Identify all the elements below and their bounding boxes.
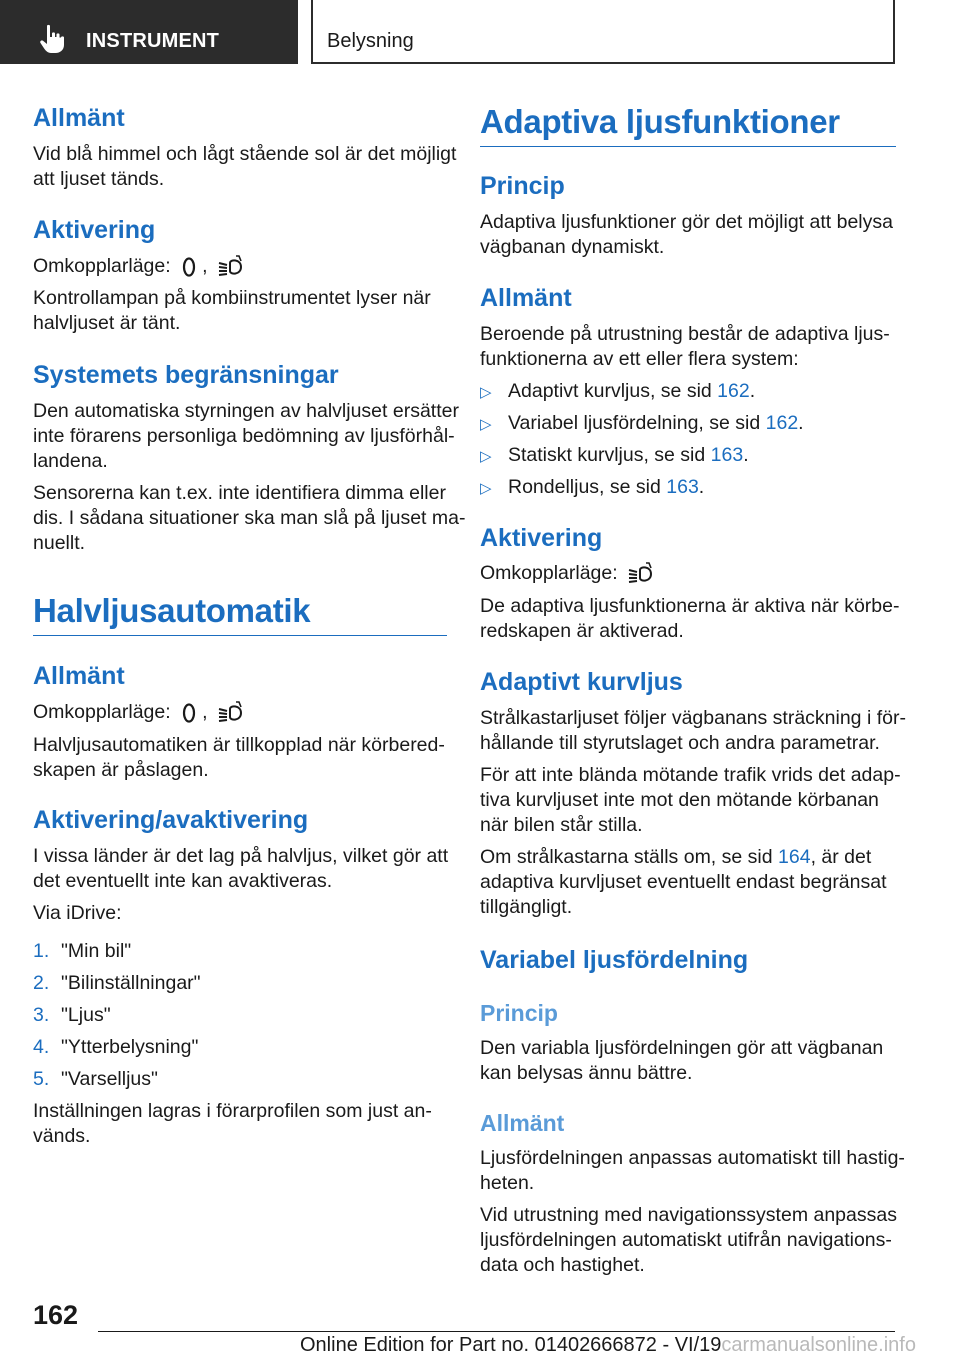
text: , är det — [810, 846, 872, 868]
paragraph: data och hastighet. — [480, 1254, 645, 1276]
list-item — [33, 1067, 158, 1093]
heading-adaptivt-kurvljus: Adaptivt kurvljus — [480, 668, 683, 696]
heading-aktivering-avaktivering: Aktivering/avaktivering — [33, 806, 309, 834]
step-number: 2. — [33, 972, 50, 994]
heading-variabel-ljusfordelning: Variabel ljusfördelning — [480, 946, 749, 974]
footer-edition — [300, 1334, 916, 1357]
step-text: "Varselljus" — [61, 1068, 158, 1090]
paragraph: att ljuset tänds. — [33, 168, 165, 190]
paragraph: adaptiva kurvljuset eventuellt endast begränsat — [480, 871, 887, 893]
watermark: carmanualsonline.info — [721, 1334, 916, 1356]
step-text: "Bilinställningar" — [61, 972, 201, 994]
heading-princip: Princip — [480, 172, 565, 200]
footer-rule — [98, 1331, 895, 1332]
paragraph: vänds. — [33, 1125, 91, 1147]
bullet-icon: ▷ — [480, 416, 492, 433]
paragraph: ljusfördelningen automatiskt utifrån navigations- — [480, 1229, 892, 1251]
separator: , — [202, 701, 208, 723]
bullet-icon: ▷ — [480, 384, 492, 401]
paragraph: Beroende på utrustning består de adaptiva ljus- — [480, 323, 890, 345]
switch-line — [480, 561, 659, 587]
section-rule — [480, 146, 896, 147]
step-number: 5. — [33, 1068, 50, 1090]
item-end: . — [749, 380, 756, 402]
heading-allmant: Allmänt — [33, 104, 125, 132]
item-text: Variabel ljusfördelning, se sid — [508, 412, 766, 434]
separator: , — [202, 255, 208, 277]
paragraph: tiva kurvljuset inte mot den mötande körbanan — [480, 789, 879, 811]
paragraph: nuellt. — [33, 532, 86, 554]
item-text: Statiskt kurvljus, se sid — [508, 444, 711, 466]
paragraph: funktionerna av ett eller flera system: — [480, 348, 799, 370]
heading-aktivering: Aktivering — [33, 216, 156, 244]
heading-allmant: Allmänt — [33, 662, 125, 690]
paragraph: Halvljusautomatiken är tillkopplad när körbered- — [33, 734, 445, 756]
paragraph: vägbanan dynamiskt. — [480, 236, 665, 258]
item-text: Rondelljus, se sid — [508, 476, 667, 498]
list-item — [33, 1003, 111, 1029]
paragraph: redskapen är aktiverad. — [480, 620, 684, 642]
paragraph: Strålkastarljuset följer vägbanans sträckning i för- — [480, 707, 906, 729]
switch-line — [33, 254, 249, 280]
section-rule — [33, 635, 447, 636]
heading-allmant: Allmänt — [480, 284, 572, 312]
heading-begransningar: Systemets begränsningar — [33, 361, 339, 389]
subheading-allmant: Allmänt — [480, 1110, 565, 1136]
list-item — [480, 379, 755, 406]
paragraph: Vid blå himmel och lågt stående sol är det möjligt — [33, 143, 457, 165]
list-item — [33, 971, 201, 997]
section-label: INSTRUMENT — [86, 30, 220, 52]
page-link[interactable]: 163 — [710, 444, 744, 466]
edition-text: Online Edition for Part no. 01402666872 - VI/19 — [300, 1334, 722, 1356]
paragraph: I vissa länder är det lag på halvljus, vilket gör att — [33, 845, 449, 867]
auto-low-beam-icon — [217, 701, 245, 725]
paragraph: kan belysas ännu bättre. — [480, 1062, 693, 1084]
switch-label: Omkopplarläge: — [480, 562, 618, 584]
text: Om strålkastarna ställs om, se sid — [480, 846, 779, 868]
chapter-title: Belysning — [327, 30, 414, 52]
step-text: "Ytterbelysning" — [61, 1036, 199, 1058]
page-link[interactable]: 163 — [666, 476, 699, 498]
subheading-princip: Princip — [480, 1000, 558, 1026]
paragraph: dis. I sådana situationer ska man slå på ljuset ma- — [33, 507, 466, 529]
heading-aktivering: Aktivering — [480, 524, 603, 552]
light-switch-0-icon — [180, 256, 198, 278]
paragraph: hållande till styrutslaget och andra parametrar. — [480, 732, 880, 754]
paragraph: landena. — [33, 450, 108, 472]
paragraph: skapen är påslagen. — [33, 759, 209, 781]
page-number: 162 — [33, 1300, 79, 1330]
list-item — [480, 475, 704, 502]
page-link[interactable]: 162 — [765, 412, 799, 434]
auto-low-beam-icon — [627, 562, 655, 586]
paragraph: Den automatiska styrningen av halvljuset ersätter — [33, 400, 459, 422]
list-item — [480, 443, 749, 470]
paragraph — [480, 845, 871, 871]
paragraph: när bilen står stilla. — [480, 814, 643, 836]
paragraph: För att inte blända mötande trafik vrids det adap- — [480, 764, 901, 786]
step-number: 4. — [33, 1036, 50, 1058]
hand-pointer-icon — [38, 24, 66, 54]
item-text: Adaptivt kurvljus, se sid — [508, 380, 718, 402]
chapter-header — [311, 0, 895, 64]
paragraph: Ljusfördelningen anpassas automatiskt till hastig- — [480, 1147, 905, 1169]
paragraph: heten. — [480, 1172, 535, 1194]
step-text: "Min bil" — [61, 940, 132, 962]
section-title-halvljusautomatik: Halvljusautomatik — [33, 592, 311, 629]
item-end: . — [743, 444, 749, 466]
list-item — [480, 411, 804, 438]
paragraph: De adaptiva ljusfunktionerna är aktiva när körbe- — [480, 595, 900, 617]
switch-label: Omkopplarläge: — [33, 701, 171, 723]
switch-label: Omkopplarläge: — [33, 255, 171, 277]
paragraph: Den variabla ljusfördelningen gör att vägbanan — [480, 1037, 884, 1059]
step-text: "Ljus" — [61, 1004, 111, 1026]
paragraph: Adaptiva ljusfunktioner gör det möjligt att belysa — [480, 211, 893, 233]
section-tab[interactable] — [0, 0, 298, 64]
paragraph: Kontrollampan på kombiinstrumentet lyser när — [33, 287, 431, 309]
paragraph: Inställningen lagras i förarprofilen som just an- — [33, 1100, 432, 1122]
paragraph: Via iDrive: — [33, 902, 122, 924]
list-item — [33, 939, 131, 965]
page-link[interactable]: 164 — [778, 846, 811, 868]
paragraph: halvljuset är tänt. — [33, 312, 181, 334]
step-number: 3. — [33, 1004, 50, 1026]
page-link[interactable]: 162 — [717, 380, 750, 402]
paragraph: Vid utrustning med navigationssystem anpassas — [480, 1204, 897, 1226]
paragraph: det eventuellt inte kan avaktiveras. — [33, 870, 333, 892]
step-number: 1. — [33, 940, 50, 962]
switch-line — [33, 700, 249, 726]
bullet-icon: ▷ — [480, 480, 492, 497]
item-end: . — [698, 476, 705, 498]
paragraph: tillgängligt. — [480, 896, 573, 918]
light-switch-0-icon — [180, 702, 198, 724]
section-title-adaptiva: Adaptiva ljusfunktioner — [480, 103, 840, 140]
auto-low-beam-icon — [217, 255, 245, 279]
paragraph: inte förarens personliga bedömning av ljusförhål- — [33, 425, 455, 447]
bullet-icon: ▷ — [480, 448, 492, 465]
paragraph: Sensorerna kan t.ex. inte identifiera dimma eller — [33, 482, 446, 504]
list-item — [33, 1035, 198, 1061]
item-end: . — [798, 412, 804, 434]
